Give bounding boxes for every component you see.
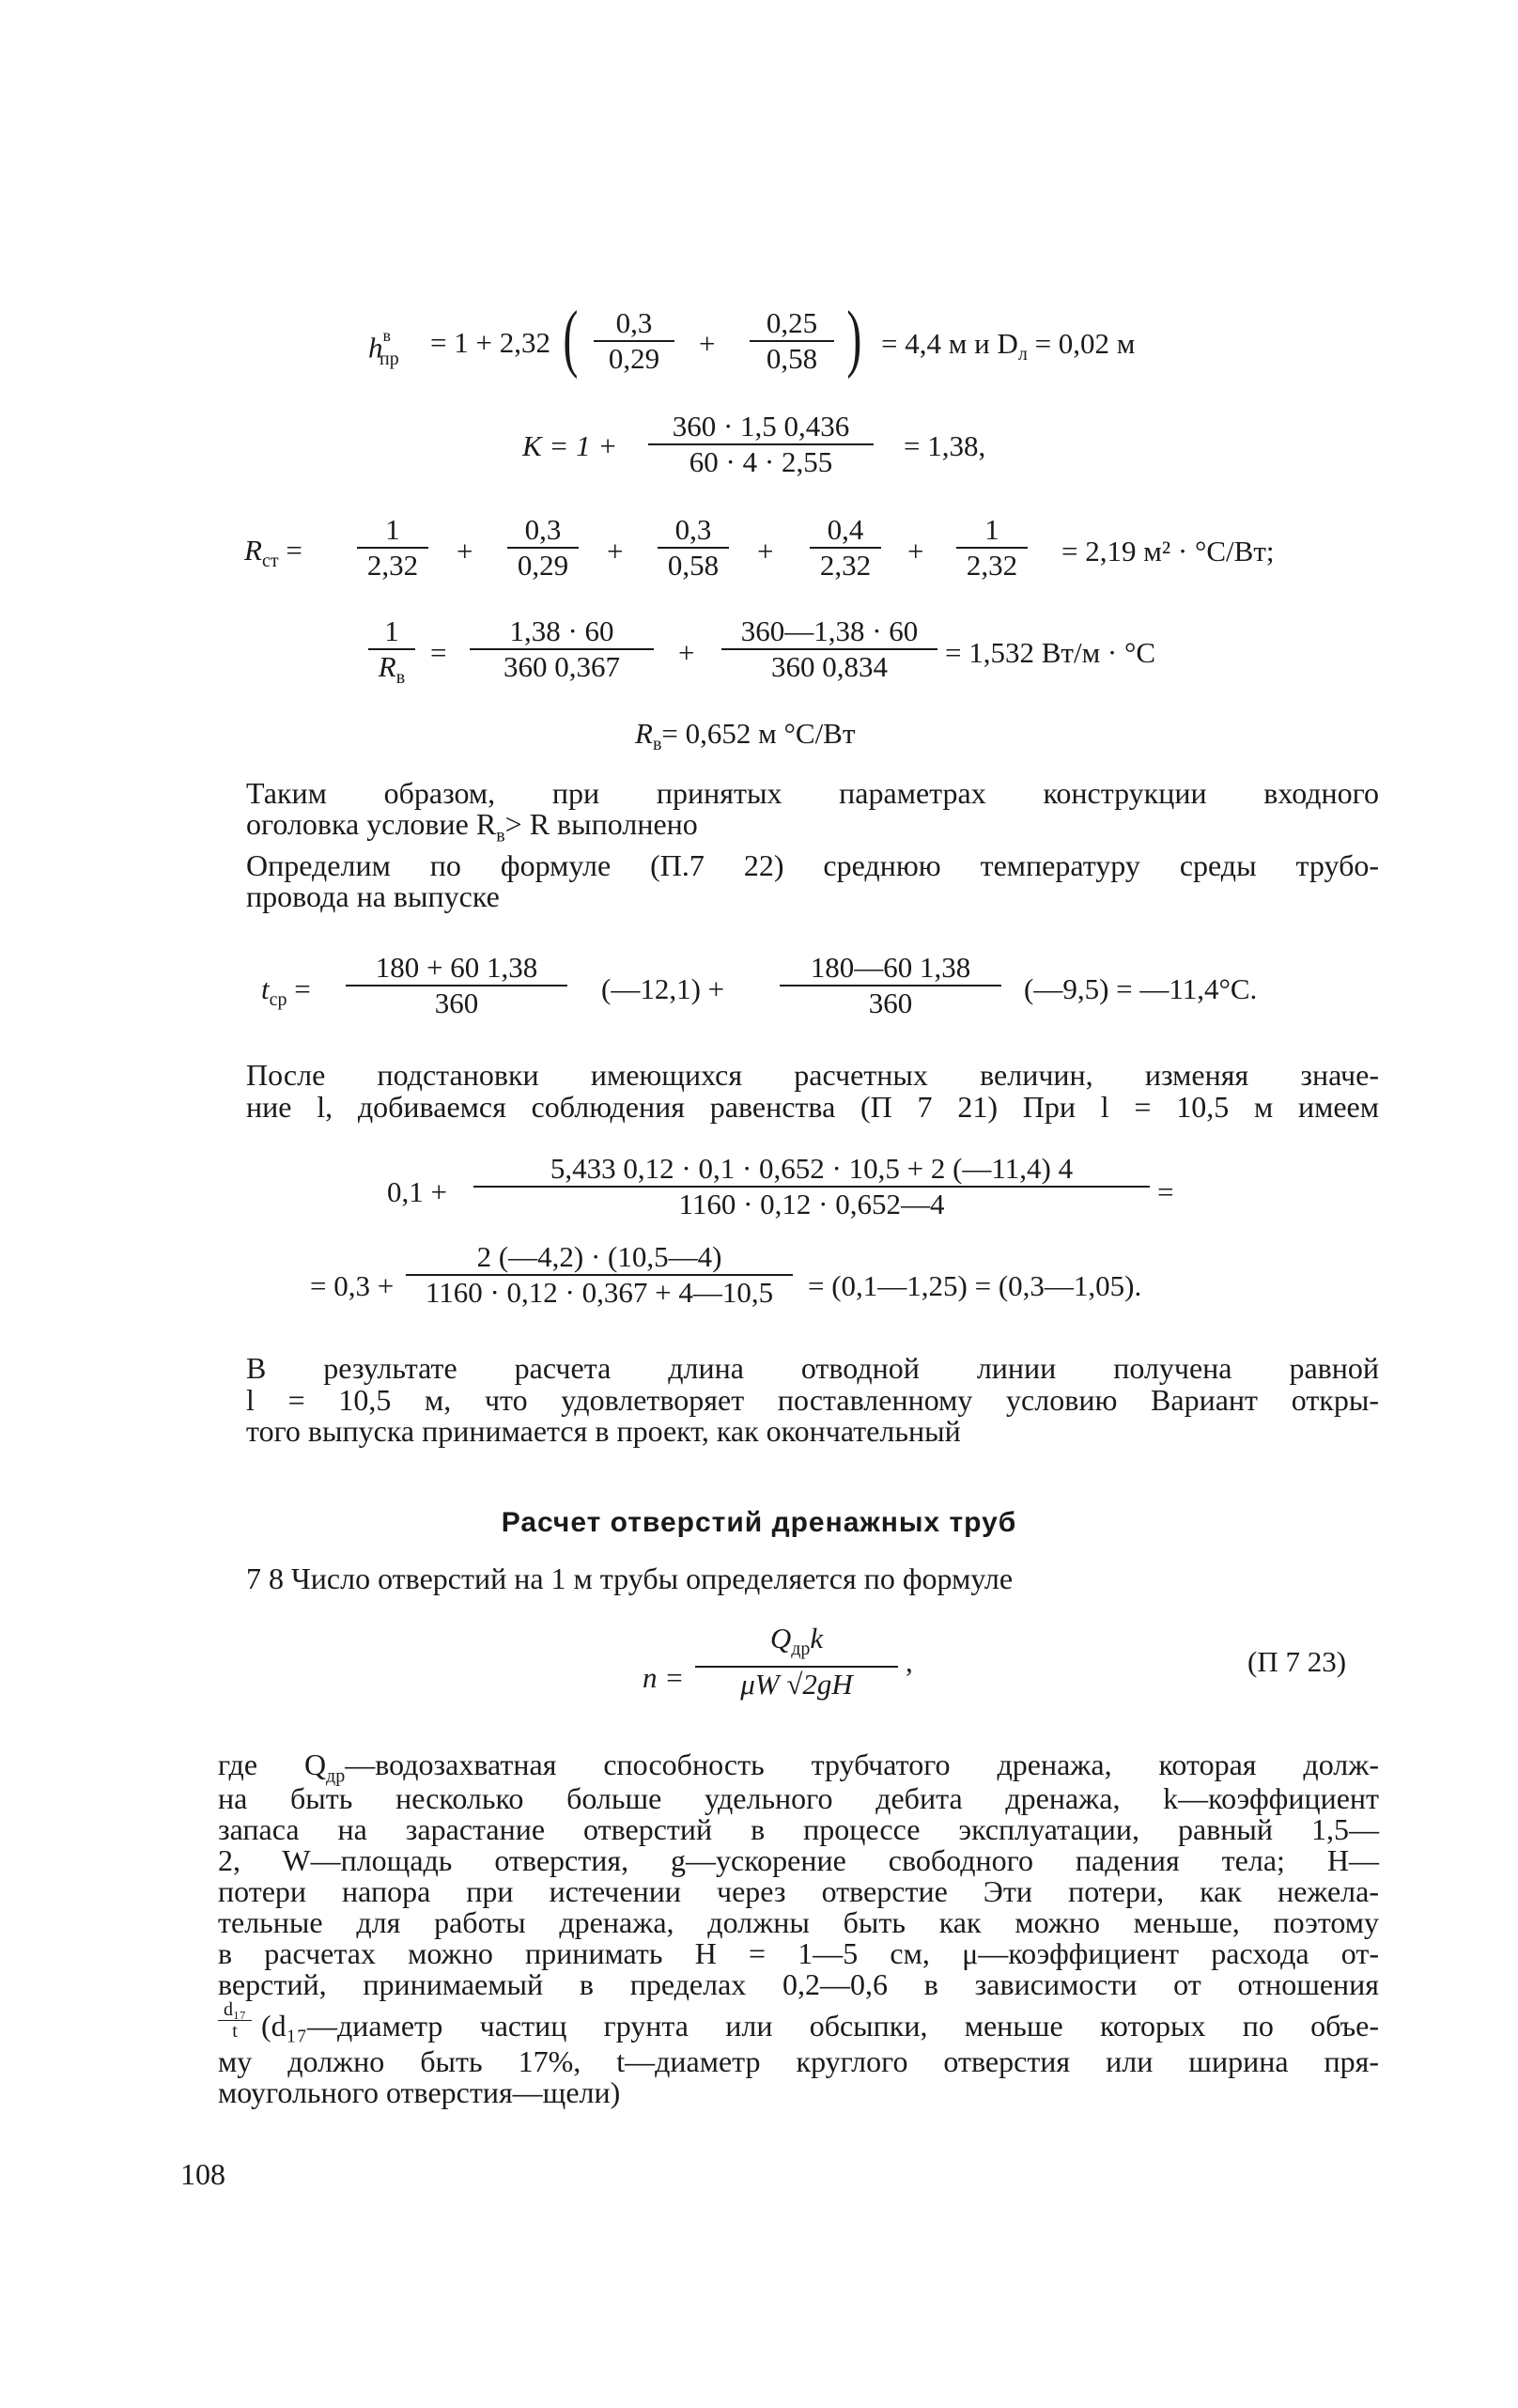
- eq-rst-t5: 1 2,32: [956, 513, 1028, 583]
- paragraph-definitions-line4: 2, W—площадь отверстия, g—ускорение свободного падения тела; H—: [218, 1843, 1379, 1877]
- eq-rst-t3: 0,3 0,58: [658, 513, 729, 583]
- eq-h-paren-close: ): [846, 297, 862, 380]
- eq-tcp-lhs: $t_{ср}$ =: [261, 972, 311, 1011]
- eq-tcp-mid: (—12,1) +: [601, 972, 725, 1005]
- paragraph-definitions-line8: верстий, принимаемый в пределах 0,2—0,6 в зависимости от отношения: [218, 1967, 1379, 2001]
- paragraph-definitions-line10: му должно быть 17%, t—диаметр круглого отверстия или ширина пря-: [218, 2044, 1379, 2078]
- eq-rv-frac2: 360—1,38 · 60 360 0,834: [721, 614, 937, 684]
- eq-check1-lhs: 0,1 +: [387, 1175, 447, 1208]
- paragraph-definitions-line9: (d₁₇—диаметр частиц грунта или обсыпки, меньше которых по объе-: [261, 2009, 1379, 2043]
- eq-n-frac: $Q_{др}k$ μW √2gH: [695, 1622, 898, 1701]
- paragraph-result-line3: того выпуска принимается в проект, как окончательный: [246, 1414, 961, 1448]
- eq-rv-eq: =: [430, 636, 447, 669]
- eq-k-frac: 360 · 1,5 0,436 60 · 4 · 2,55: [648, 410, 874, 479]
- paragraph-definitions-line2: на быть несколько больше удельного дебита дренажа, k—коэффициент: [218, 1781, 1379, 1815]
- eq-tcp-frac1: 180 + 60 1,38 360: [346, 951, 567, 1020]
- eq-tcp-rhs: (—9,5) = —11,4°С.: [1024, 972, 1258, 1005]
- eq-rst-t1: 1 2,32: [357, 513, 428, 583]
- eq-n-label: (П 7 23): [1247, 1645, 1347, 1678]
- paragraph-temperature: Определим по формуле (П.7 22) среднюю температуру среды трубо-: [246, 848, 1379, 882]
- eq-n-lhs: n =: [643, 1661, 685, 1694]
- paragraph-result-line2: l = 10,5 м, что удовлетворяет поставленному условию Вариант откры-: [246, 1383, 1379, 1417]
- paragraph-definitions-line7: в расчетах можно принимать H = 1—5 см, μ—коэффициент расхода от-: [218, 1936, 1379, 1970]
- paragraph-definitions-line5: потери напора при истечении через отверстие Эти потери, как нежела-: [218, 1874, 1379, 1908]
- eq-check2-lhs: = 0,3 +: [310, 1269, 395, 1302]
- eq-h-paren-open: (: [563, 297, 579, 380]
- eq-rst-plus1: +: [457, 535, 473, 567]
- eq-h-lhs: $h^в_{пр}$: [368, 326, 399, 369]
- eq-rv-frac1: 1,38 · 60 360 0,367: [470, 614, 654, 684]
- eq-h-frac1: 0,3 0,29: [594, 306, 674, 376]
- paragraph-conclusion-line2: оголовка условие $R_в> R$ выполнено: [246, 807, 698, 847]
- paragraph-temperature-line2: провода на выпуске: [246, 879, 500, 913]
- eq-tcp-frac2: 180—60 1,38 360: [780, 951, 1001, 1020]
- section-heading: Расчет отверстий дренажных труб: [501, 1507, 1017, 1538]
- eq-h-const: = 1 + 2,32: [430, 326, 550, 359]
- eq-rst-rhs: = 2,19 м² · °С/Вт;: [1061, 535, 1275, 567]
- ratio-fraction: d₁₇ t: [218, 1999, 252, 2042]
- eq-rst-plus4: +: [907, 535, 924, 567]
- eq-h-plus: +: [699, 327, 716, 360]
- paragraph-definitions-line11: моугольного отверстия—щели): [218, 2075, 621, 2109]
- eq-check2-rhs: = (0,1—1,25) = (0,3—1,05).: [808, 1269, 1142, 1302]
- eq-h-frac2: 0,25 0,58: [750, 306, 834, 376]
- paragraph-holes-count: 7 8 Число отверстий на 1 м трубы определяется по формуле: [246, 1561, 1014, 1595]
- eq-rst-plus3: +: [757, 535, 774, 567]
- eq-rst-t2: 0,3 0,29: [507, 513, 579, 583]
- eq-rv-lhs: 1 $R_в$: [368, 614, 415, 694]
- paragraph-definitions: где $Q_{др}—водозахватная$ способность трубчатого дренажа, которая долж-: [218, 1748, 1379, 1787]
- paragraph-conclusion: Таким образом, при принятых параметрах конструкции входного: [246, 776, 1379, 810]
- paragraph-substitution-line2: ние l, добиваемся соблюдения равенства (П 7 21) При l = 10,5 м имеем: [246, 1090, 1379, 1124]
- eq-check1-rhs: =: [1157, 1175, 1174, 1208]
- paragraph-result: В результате расчета длина отводной линии получена равной: [246, 1351, 1379, 1385]
- eq-rst-t4: 0,4 2,32: [810, 513, 881, 583]
- eq-h-rhs: = 4,4 м и $D_л = 0,02$ м: [881, 327, 1136, 365]
- eq-rv-value: $R_в= 0,652$ м °С/Вт: [635, 717, 856, 755]
- eq-rv-rhs: = 1,532 Вт/м · °С: [945, 636, 1156, 669]
- eq-check1-frac: 5,433 0,12 · 0,1 · 0,652 · 10,5 + 2 (—11,4) 4 1160 · 0,12 · 0,652—4: [473, 1152, 1150, 1221]
- eq-k-rhs: = 1,38,: [904, 429, 986, 462]
- eq-rst-lhs: $R_{ст}$ =: [244, 534, 302, 572]
- eq-check2-frac: 2 (—4,2) · (10,5—4) 1160 · 0,12 · 0,367 + 4—10,5: [406, 1240, 793, 1310]
- paragraph-definitions-line3: запаса на зарастание отверстий в процессе эксплуатации, равный 1,5—: [218, 1812, 1379, 1846]
- paragraph-substitution: После подстановки имеющихся расчетных величин, изменяя значе-: [246, 1058, 1379, 1092]
- eq-rst-plus2: +: [607, 535, 624, 567]
- eq-n-comma: ,: [906, 1645, 913, 1678]
- eq-k-lhs: K = 1 +: [522, 429, 618, 462]
- paragraph-definitions-line6: тельные для работы дренажа, должны быть как можно меньше, поэтому: [218, 1905, 1379, 1939]
- page-number: 108: [180, 2157, 225, 2191]
- eq-rv-plus: +: [678, 636, 695, 669]
